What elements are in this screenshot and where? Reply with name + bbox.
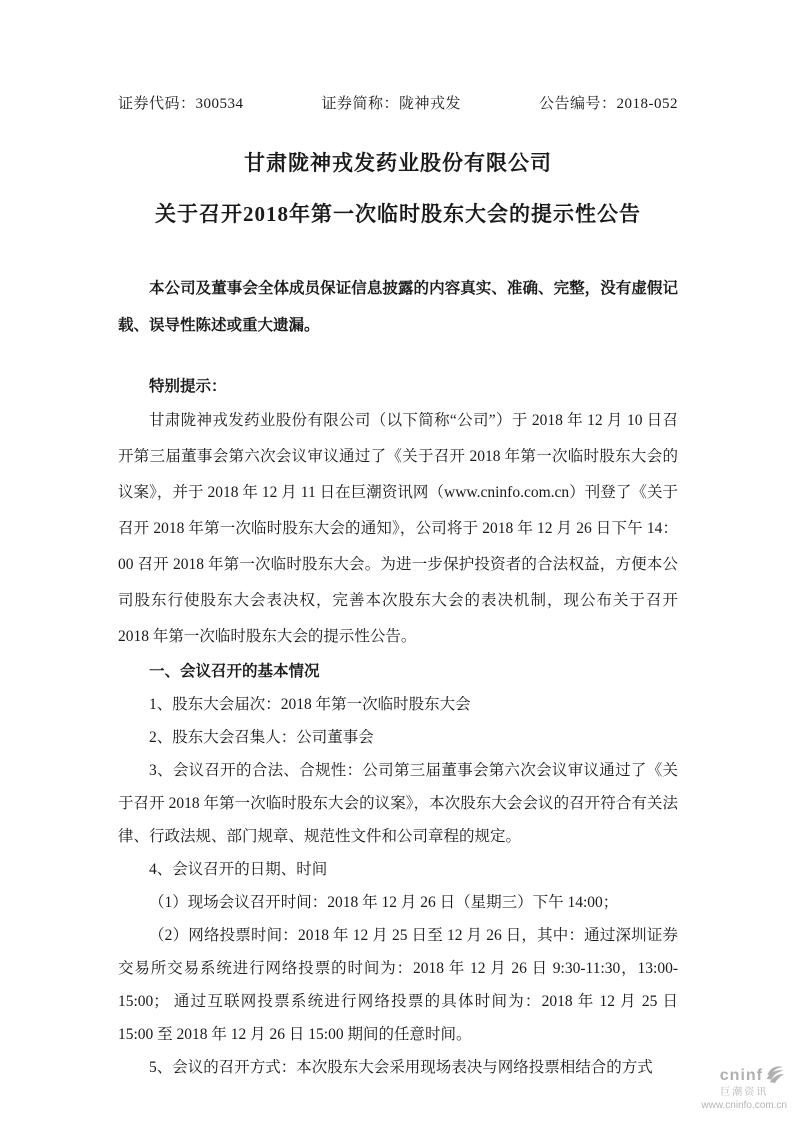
section-1-heading: 一、会议召开的基本情况 bbox=[149, 663, 320, 680]
security-code: 证券代码：300534 bbox=[118, 96, 244, 112]
cninfo-logo-chinese: 巨潮资讯 bbox=[720, 1087, 769, 1098]
list-item-meeting-method: 5、会议的召开方式：本次股东大会采用现场表决与网络投票相结合的方式 bbox=[149, 1059, 653, 1076]
cninfo-logo-row bbox=[701, 1063, 787, 1089]
list-item-date-time: 4、会议召开的日期、时间 bbox=[149, 861, 328, 878]
security-name: 证券简称：陇神戎发 bbox=[321, 96, 462, 112]
cninfo-watermark bbox=[701, 1063, 787, 1112]
document-content bbox=[118, 0, 678, 1084]
announcement-number: 公告编号：2018-052 bbox=[539, 96, 678, 112]
doc-header bbox=[118, 92, 678, 113]
special-notice-label: 特别提示： bbox=[149, 378, 227, 395]
company-name-title: 甘肃陇神戎发药业股份有限公司 bbox=[244, 151, 552, 175]
cninfo-swirl-icon bbox=[765, 1063, 785, 1089]
board-disclaimer: 本公司及董事会全体成员保证信息披露的内容真实、准确、完整，没有虚假记载、误导性陈述或重大遗漏。 bbox=[118, 280, 678, 334]
list-item-meeting-session: 1、股东大会届次：2018 年第一次临时股东大会 bbox=[149, 696, 471, 713]
list-item-onsite-time: （1）现场会议召开时间：2018 年 12 月 26 日（星期三）下午 14:00； bbox=[149, 894, 619, 911]
cninfo-logo-text: cninf bbox=[719, 1067, 763, 1084]
list-item-legality: 3、会议召开的合法、合规性：公司第三届董事会第六次会议审议通过了《关于召开 2018 年第一次临时股东大会的议案》，本次股东大会会议的召开符合有关法律、行政法规、部门规章、规范性文件和公司章程的规定。 bbox=[118, 762, 678, 845]
announcement-title: 关于召开2018年第一次临时股东大会的提示性公告 bbox=[155, 202, 641, 226]
list-item-convener: 2、股东大会召集人：公司董事会 bbox=[149, 729, 374, 746]
cninfo-logo-url: www.cninfo.com.cn bbox=[701, 1099, 787, 1111]
list-item-online-voting-time: （2）网络投票时间：2018 年 12 月 25 日至 12 月 26 日，其中：通过深圳证券交易所交易系统进行网络投票的时间为：2018 年 12 月 26 日 9:30-11:30，13:00-15:00； 通过互联网投票系统进行网络投票的具体时间为：2018 年 12 月 25 日 15:00 至 2018 年 12 月 26 日 15:00 期间的任意时间。 bbox=[118, 927, 678, 1043]
intro-paragraph: 甘肃陇神戎发药业股份有限公司（以下简称“公司”）于 2018 年 12 月 10 日召开第三届董事会第六次会议审议通过了《关于召开 2018 年第一次临时股东大会的议案》，并于 2018 年 12 月 11 日在巨潮资讯网（www.cninfo.com.cn）刊登了《关于召开 2018 年第一次临时股东大会的通知》，公司将于 2018 年 12 月 26 日下午 14：00 召开 2018 年第一次临时股东大会。为进一步保护投资者的合法权益，方便本公司股东行使股东大会表决权，完善本次股东大会的表决机制，现公布关于召开 2018 年第一次临时股东大会的提示性公告。 bbox=[118, 412, 678, 645]
